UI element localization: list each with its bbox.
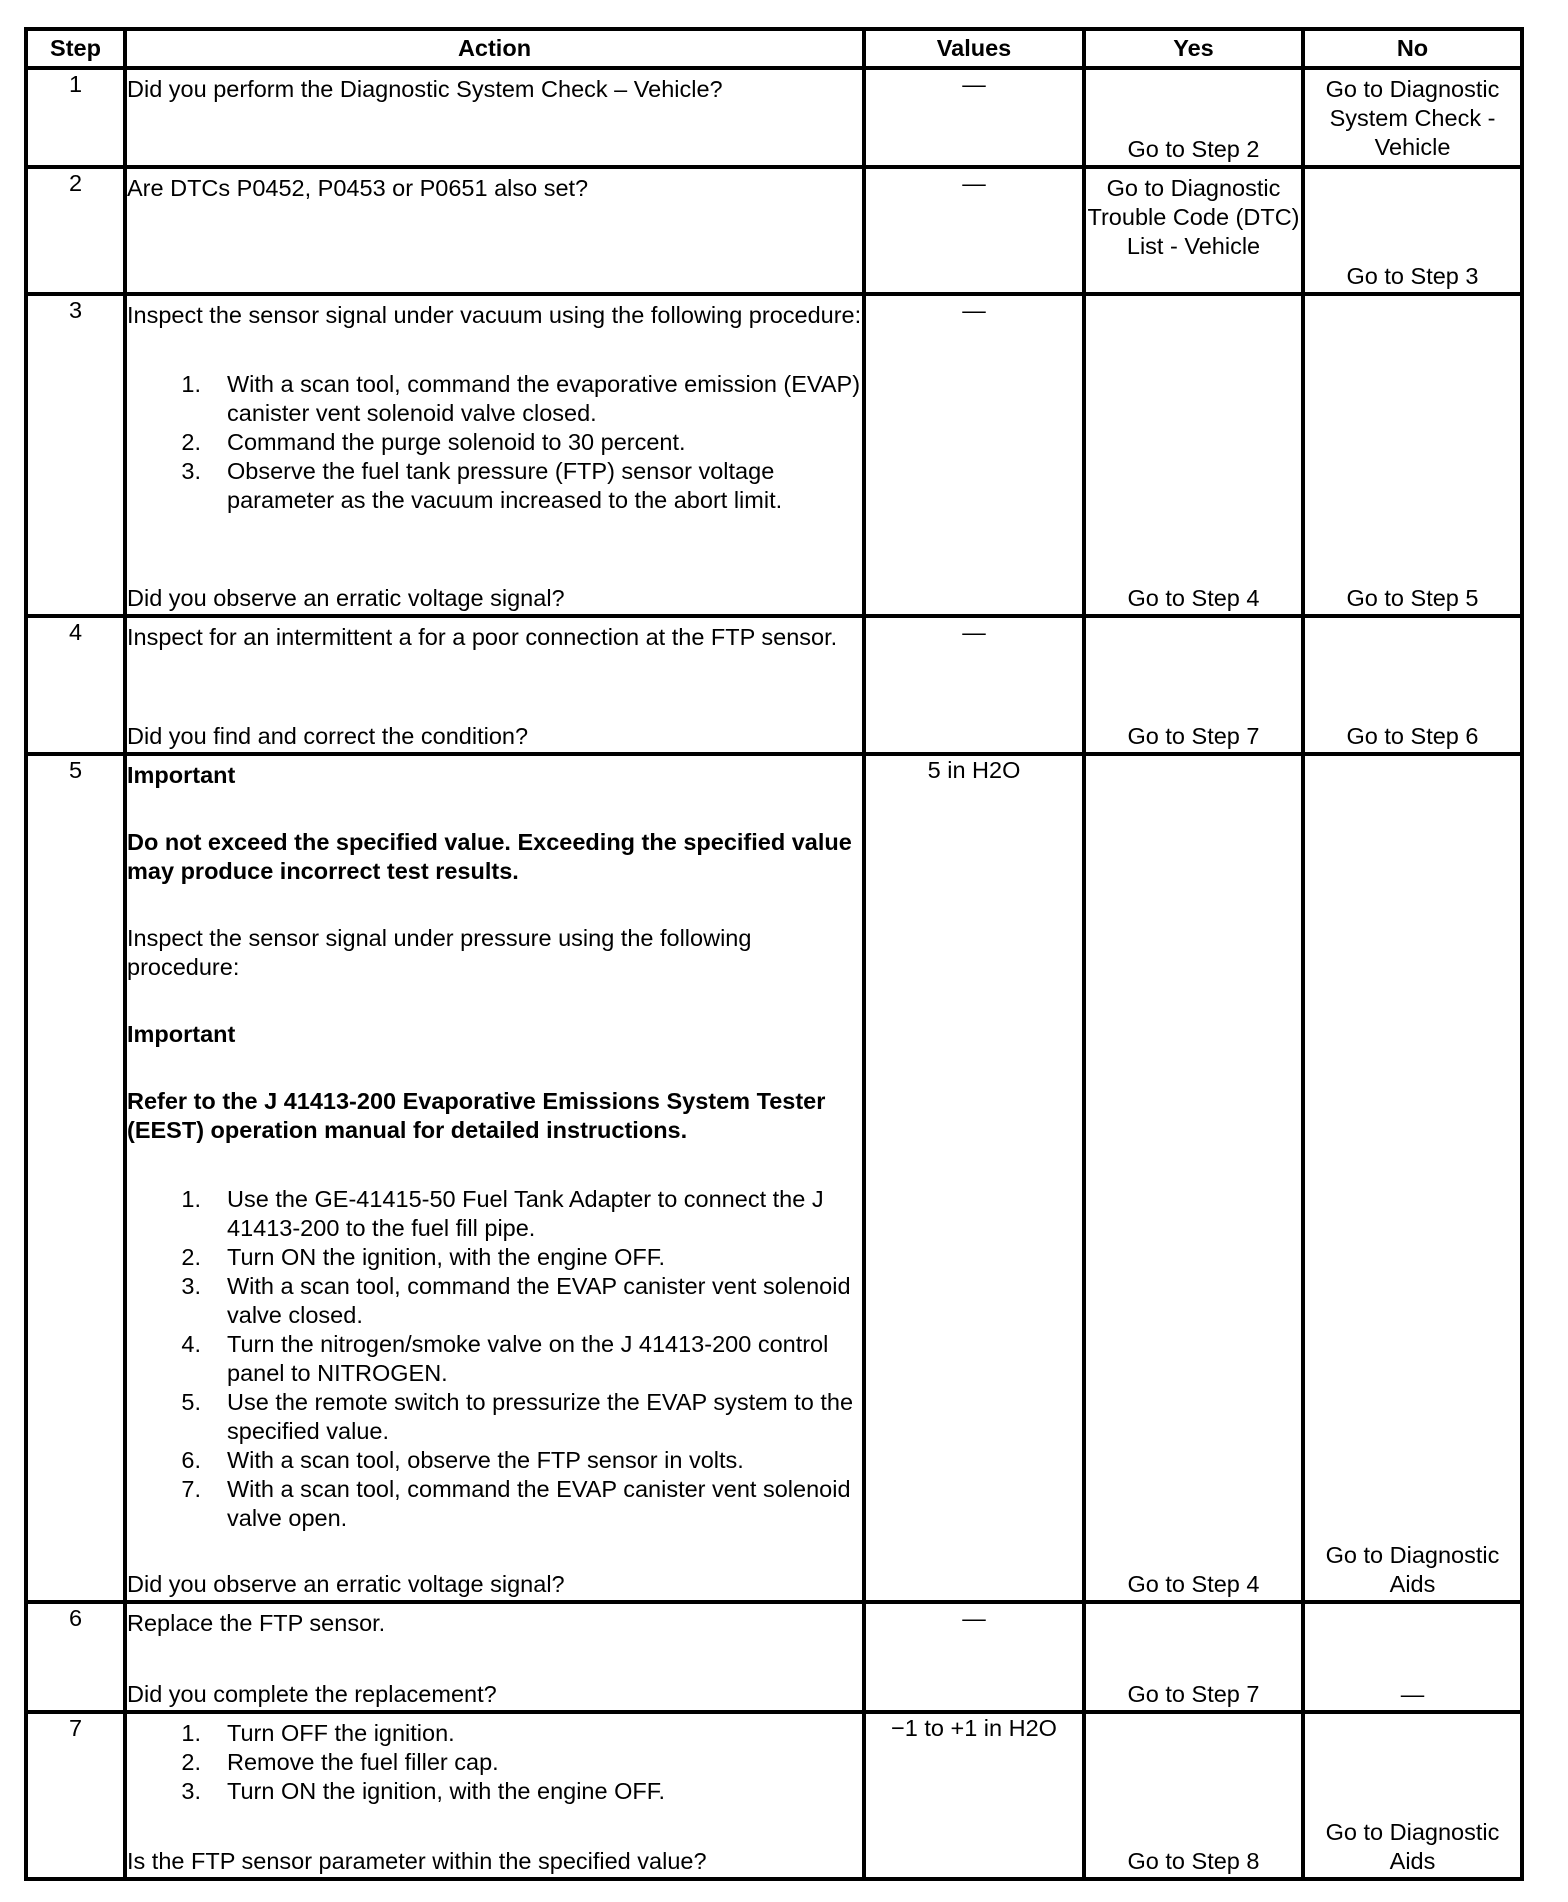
- yes-cell: [1084, 294, 1303, 616]
- step-number: 7: [26, 1712, 125, 1879]
- value-cell: —: [864, 616, 1084, 754]
- no-cell: [1303, 68, 1522, 167]
- table-row: [26, 167, 1522, 294]
- list-item: 1. Turn OFF the ignition.: [181, 1720, 455, 1746]
- no-link[interactable]: Go to Diagnostic System Check - Vehicle: [1325, 76, 1500, 160]
- action-cell: [125, 1712, 864, 1879]
- list-item: 5. Use the remote switch to pressurize the EVAP system to the specified value.: [181, 1389, 854, 1444]
- important-text: Do not exceed the specified value. Exceeding the specified value may produce incorrect test results.: [127, 829, 852, 884]
- list-item: 3. Turn ON the ignition, with the engine OFF.: [181, 1778, 666, 1804]
- action-cell: [125, 754, 864, 1602]
- action-text: Replace the FTP sensor.: [127, 1610, 386, 1636]
- yes-link[interactable]: Go to Step 8: [1127, 1848, 1260, 1874]
- yes-cell: [1084, 754, 1303, 1602]
- header-no: No: [1303, 29, 1522, 68]
- step-number: 1: [26, 68, 125, 167]
- action-question: Is the FTP sensor parameter within the specified value?: [127, 1848, 707, 1874]
- value-cell: —: [864, 294, 1084, 616]
- no-link[interactable]: Go to Step 3: [1346, 263, 1479, 289]
- no-link[interactable]: Go to Step 5: [1346, 585, 1479, 611]
- diagnostic-table: [24, 27, 1524, 1881]
- important-title: Important: [127, 1021, 236, 1047]
- list-item: 2. Turn ON the ignition, with the engine OFF.: [181, 1244, 666, 1270]
- value-cell: —: [864, 1602, 1084, 1712]
- table-row: [26, 294, 1522, 616]
- action-text: Are DTCs P0452, P0453 or P0651 also set?: [127, 175, 589, 201]
- no-value: —: [1400, 1681, 1425, 1707]
- action-text: Inspect the sensor signal under pressure using the following procedure:: [127, 925, 752, 980]
- table-row: [26, 68, 1522, 167]
- action-cell: [125, 167, 864, 294]
- table-row: [26, 616, 1522, 754]
- header-step: Step: [26, 29, 125, 68]
- no-link[interactable]: Go to Step 6: [1346, 723, 1479, 749]
- action-question: Did you observe an erratic voltage signal?: [127, 1571, 565, 1597]
- table-row: [26, 1712, 1522, 1879]
- procedure-list: [127, 1185, 862, 1533]
- yes-link[interactable]: Go to Step 4: [1127, 1571, 1260, 1597]
- header-values: Values: [864, 29, 1084, 68]
- list-item: 1. With a scan tool, command the evaporative emission (EVAP) canister vent solenoid valve closed.: [181, 371, 861, 426]
- table-row: [26, 1602, 1522, 1712]
- step-number: 4: [26, 616, 125, 754]
- header-action: Action: [125, 29, 864, 68]
- yes-link[interactable]: Go to Step 2: [1127, 136, 1260, 162]
- step-number: 2: [26, 167, 125, 294]
- header-yes: Yes: [1084, 29, 1303, 68]
- yes-cell: [1084, 1712, 1303, 1879]
- no-link[interactable]: Go to Diagnostic Aids: [1325, 1542, 1500, 1597]
- list-item: 4. Turn the nitrogen/smoke valve on the J 41413-200 control panel to NITROGEN.: [181, 1331, 829, 1386]
- action-text: Did you perform the Diagnostic System Check – Vehicle?: [127, 76, 723, 102]
- no-cell: [1303, 167, 1522, 294]
- action-cell: [125, 1602, 864, 1712]
- yes-link[interactable]: Go to Diagnostic Trouble Code (DTC) List - Vehicle: [1087, 175, 1300, 259]
- list-item: 2. Remove the fuel filler cap.: [181, 1749, 499, 1775]
- action-cell: [125, 616, 864, 754]
- action-question: Did you complete the replacement?: [127, 1681, 497, 1707]
- action-cell: [125, 294, 864, 616]
- list-item: 6. With a scan tool, observe the FTP sensor in volts.: [181, 1447, 744, 1473]
- list-item: 2. Command the purge solenoid to 30 percent.: [181, 429, 686, 455]
- yes-link[interactable]: Go to Step 4: [1127, 585, 1260, 611]
- yes-cell: [1084, 68, 1303, 167]
- value-cell: 5 in H2O: [864, 754, 1084, 1602]
- yes-link[interactable]: Go to Step 7: [1127, 723, 1260, 749]
- list-item: 3. Observe the fuel tank pressure (FTP) sensor voltage parameter as the vacuum increased to the abort limit.: [181, 458, 783, 513]
- procedure-list: [127, 370, 862, 515]
- no-cell: [1303, 1712, 1522, 1879]
- yes-cell: [1084, 1602, 1303, 1712]
- value-cell: —: [864, 68, 1084, 167]
- step-number: 3: [26, 294, 125, 616]
- no-cell: [1303, 616, 1522, 754]
- important-title: Important: [127, 762, 236, 788]
- action-cell: [125, 68, 864, 167]
- list-item: 1. Use the GE-41415-50 Fuel Tank Adapter to connect the J 41413-200 to the fuel fill pipe.: [181, 1186, 824, 1241]
- table-row: [26, 754, 1522, 1602]
- no-cell: [1303, 1602, 1522, 1712]
- yes-cell: [1084, 167, 1303, 294]
- step-number: 6: [26, 1602, 125, 1712]
- yes-cell: [1084, 616, 1303, 754]
- value-cell: —: [864, 167, 1084, 294]
- yes-link[interactable]: Go to Step 7: [1127, 1681, 1260, 1707]
- action-text: Inspect for an intermittent a for a poor connection at the FTP sensor.: [127, 624, 838, 650]
- no-cell: [1303, 294, 1522, 616]
- action-question: Did you find and correct the condition?: [127, 723, 529, 749]
- no-cell: [1303, 754, 1522, 1602]
- list-item: 7. With a scan tool, command the EVAP canister vent solenoid valve open.: [181, 1476, 851, 1531]
- action-text: Inspect the sensor signal under vacuum using the following procedure:: [127, 302, 862, 328]
- header-row: [26, 29, 1522, 68]
- procedure-list: [127, 1719, 862, 1806]
- value-cell: −1 to +1 in H2O: [864, 1712, 1084, 1879]
- important-text: Refer to the J 41413-200 Evaporative Emissions System Tester (EEST) operation manual for detailed instructions.: [127, 1088, 826, 1143]
- no-link[interactable]: Go to Diagnostic Aids: [1325, 1819, 1500, 1874]
- step-number: 5: [26, 754, 125, 1602]
- list-item: 3. With a scan tool, command the EVAP canister vent solenoid valve closed.: [181, 1273, 851, 1328]
- action-question: Did you observe an erratic voltage signal?: [127, 585, 565, 611]
